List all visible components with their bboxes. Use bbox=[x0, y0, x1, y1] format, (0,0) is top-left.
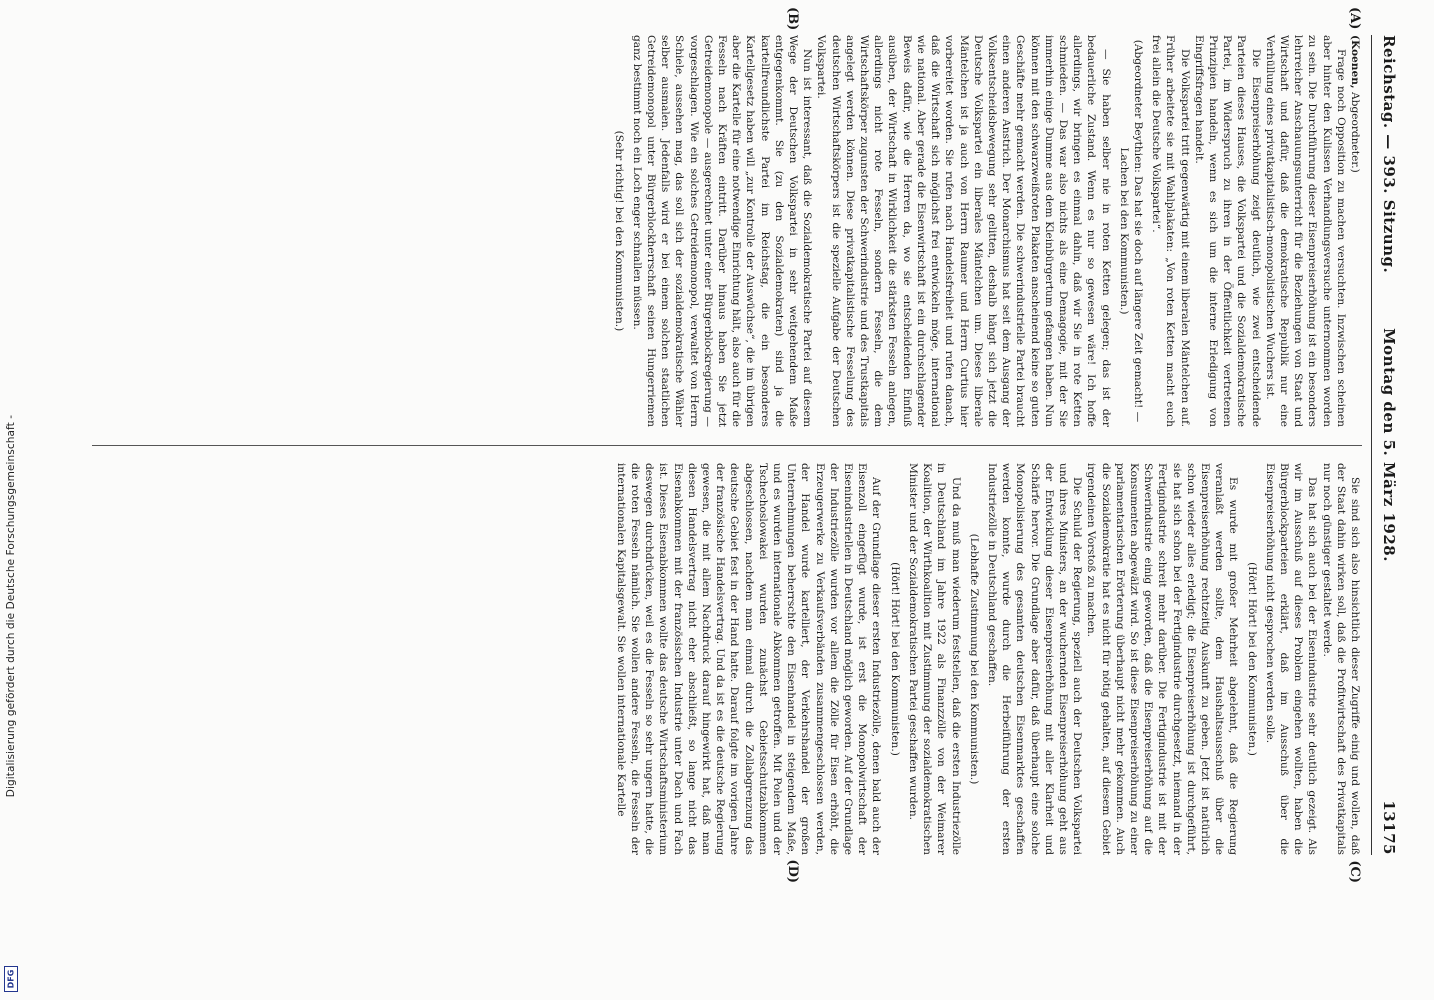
interjection: (Sehr richtig! bei den Kommunisten.) bbox=[612, 130, 625, 332]
paragraph: Nun ist interessant, daß die Sozialdemokratische Partei auf diesem Wege der Deutschen Volkspartei in sehr weitgehendem Maße entgegenkommt. Sie (zu den Sozialdemokraten) sind ja die kartellfreundlichste Partei im Reichstag, die ein besonderes Kartellgesetz haben will „zur Kontrolle der Auswüchse“, die im übrigen aber die Kartelle für eine notwendige Einrichtung hält, also auch für die Fesseln nach Kräften eintritt. Darüber hinaus haben Sie jetzt Getreidemonopole — ausgerechnet unter einer Bürgerblockregierung — vorgeschlagen. Wie ein solches Getreidemonopol, verwaltet von Herrn Schiele, aussehen mag, das soll sich der sozialdemokratische Wähler selber ausmalen. Jedenfalls wird er bei einem solchen staatlichen Getreidemonopol unter Bürgerblockherrschaft seinen Hungerriemen ganz bestimmt noch ein Loch enger schnallen müssen. bbox=[630, 35, 814, 427]
paragraph: — Sie haben selber nie in roten Ketten gelegen; das ist der bedauerliche Zustand. Wenn es nur so gewesen wäre! Ich hoffe allerdings, wir bringen es einmal dahin, daß wir Sie in rote Ketten schmieden. — Das war also nichts als eine Demagogie, mit der Sie immerhin einige Dumme aus dem Kleinbürgertum gefangen haben. Nun können mit den schwarzweißroten Plakaten anscheinend keine so guten Geschäfte mehr gemacht werden. Die schwerindustrielle Partei braucht einen anderen Anstrich. Der Monarchismus hat seit dem Ausgang der Volksentscheidsbewegung sehr gelitten, deshalb hängt sich jetzt die Deutsche Volkspartei ein liberales Mäntelchen um. Dieses liberale Mäntelchen ist ja auch von Herrn Raumer und Herrn Curtius hier vorbereitet worden. Sie rufen nach Handelsfreiheit und rufen danach, daß die Wirtschaft sich möglichst frei entwickeln möge, international wie national. Aber gerade die Eisenwirtschaft ist ein durchschlagender Beweis dafür, wie die Herren da, wo sie entscheidenden Einfluß ausüben, der Wirtschaft in Wirklichkeit die stärksten Fesseln anlegen, allerdings nicht rote Fesseln, sondern Fesseln, die dem Wirtschaftskörper zugunsten der Schwerindustrie und des Trustkapitals angelegt werden können. Diese privatkapitalistische Fesselung des deutschen Wirtschaftskörpers ist die spezielle Aufgabe der Deutschen Volkspartei. bbox=[815, 35, 1112, 427]
column-divider bbox=[92, 445, 1362, 446]
margin-marker-c: (C) bbox=[1347, 860, 1362, 883]
interjection: (Hört! Hört! bei den Kommunisten.) bbox=[1245, 562, 1258, 756]
margin-marker-d: (D) bbox=[785, 859, 800, 883]
document-page bbox=[60, 7, 1400, 883]
page-header bbox=[1371, 35, 1400, 855]
paragraph: Das hat sich auch bei der Eisenindustrie sehr deutlich gezeigt. Als wir im Ausschuß auf dieses Problem eingehen wollten, haben die Bürgerblockparteien erklärt, daß im Ausschuß über die Eisenpreiserhöhung nicht gesprochen werden solle. bbox=[1263, 463, 1319, 855]
paragraph: Die Eisenpreiserhöhung zeigt deutlich, wie zwei entscheidende Parteien dieses Hauses, die Volkspartei und die Sozialdemokratische Partei, im Widerspruch zu ihren in der Öffentlichkeit vertretenen Prinzipien handeln, wenn es sich um die interne Erledigung von Eingriffsfragen handelt. bbox=[1192, 35, 1262, 427]
header-center: Montag den 5. März 1928. bbox=[1380, 328, 1398, 562]
speaker-role: Abgeordneter.) bbox=[1349, 88, 1361, 173]
margin-marker-b: (B) bbox=[785, 7, 800, 31]
paragraph: Die Volkspartei tritt gegenwärtig mit einem liberalen Mäntelchen auf. Früher arbeitete sie mit Wahlplakaten: „Von roten Ketten macht euch frei allein die Deutsche Volkspartei“. bbox=[1150, 35, 1191, 427]
speaker-name: (Koenen, bbox=[1349, 35, 1361, 89]
header-left: Reichstag. — 393. Sitzung. bbox=[1380, 35, 1398, 274]
left-column bbox=[607, 35, 1362, 427]
interjection: (Abgeordneter Beythien: Das hat sie doch auf längere Zeit gemacht! — Lachen bei den Kommunisten.) bbox=[1117, 39, 1144, 423]
paragraph: Es wurde mit großer Mehrheit abgelehnt, daß die Regierung veranlaßt werden sollte, dem Haushaltsausschuß über die Eisenpreiserhöhung rechtzeitig Auskunft zu geben. Jetzt ist natürlich schon wieder alles erledigt; die Eisenpreiserhöhung ist durchgeführt, sie hat sich schon bei der Fertigindustrie durchgesetzt, niemand in der Fertigindustrie schreit mehr darüber. Die Fertigindustrie ist mit der Schwerindustrie einig geworden, daß die Eisenpreiserhöhung auf die Konsumenten abgewälzt wird. So ist diese Eisenpreiserhöhung zu einer parlamentarischen Erörterung überhaupt nicht mehr gekommen. Auch die Sozialdemokratie hat es nicht für nötig gehalten, auf diesem Gebiet irgendeinen Vorstoß zu machen. bbox=[1085, 463, 1240, 855]
footer-credit: Digitalisierung gefördert durch die Deutsche Forschungsgemeinschaft - bbox=[5, 414, 17, 798]
dfg-logo-text: DFG bbox=[6, 969, 16, 989]
footer-strip bbox=[0, 0, 22, 1000]
page-number: 13175 bbox=[1380, 800, 1398, 855]
interjection: (Hört! Hört! bei den Kommunisten.) bbox=[888, 562, 901, 756]
right-column bbox=[614, 463, 1362, 855]
paragraph: Sie sind sich also hinsichtlich dieser Zugriffe einig und wollen, daß der Staat dahin wirken soll, daß die Profitwirtschaft des Privatkapitals nur noch günstiger gestaltet werde. bbox=[1320, 463, 1361, 855]
paragraph: Frage noch Opposition zu machen versuchten. Inzwischen scheinen aber hinter den Kulissen Verhandlungsversuche unternommen worden zu sein. Die Durchführung dieser Eisenpreiserhöhung ist ein besonders lehrreicher Anschauungsunterricht für die Beziehungen von Staat und Wirtschaft und dafür, daß die demokratische Republik nur eine Verhüllung eines privatkapitalistisch-monopolistischen Wuchers ist. bbox=[1263, 35, 1347, 427]
interjection: (Lebhafte Zustimmung bei den Kommunisten.) bbox=[967, 533, 980, 785]
dfg-logo bbox=[4, 966, 18, 992]
speaker-line bbox=[1348, 35, 1362, 427]
paragraph: Und da muß man wiederum feststellen, daß die ersten Industriezölle in Deutschland im Jahre 1922 als Finanzzölle von der Weimarer Koalition, der Wirthkoalition mit Zustimmung der sozialdemokratischen Minister und der Sozialdemokratischen Partei geschaffen wurden. bbox=[906, 463, 962, 855]
paragraph: Auf der Grundlage dieser ersten Industriezölle, denen bald auch der Eisenzoll eingefügt wurde, ist erst die Monopolwirtschaft der Eisenindustriellen in Deutschland möglich geworden. Auf der Grundlage der Industriezölle wurden vor allem die Zölle für Eisen erhöht, die Erzeugerwerke zu Verkaufsverbänden zusammengeschlossen werden, der Handel wurde kartelliert, der Verkehrshandel der großen Unternehmungen beherrschte den Eisenhandel in steigendem Maße, und es wurden internationale Abkommen getroffen. Mit Polen und der Tschechoslowakei wurden zunächst Gebietsschutzabkommen abgeschlossen, nachdem man einmal durch die Zollabgrenzung das deutsche Gebiet fest in der Hand hatte. Darauf folgte im vorigen Jahre der französische Handelsvertrag. Und da ist es die deutsche Regierung gewesen, die mit allem Nachdruck darauf hingewirkt hat, daß man diesen Handelsvertrag nicht eher abschließt, so lange nicht das Eisenabkommen mit der französischen Industrie unter Dach und Fach ist. Dieses Eisenabkommen wollte das deutsche Wirtschaftsministerium deswegen durchdrücken, weil es die Fesseln so sehr ungern hatte, die die roten Fesseln nämlich. Sie wollen andere Fesseln, die Fesseln der internationalen Kapitalsgewalt. Sie wollen internationale Kartelle bbox=[614, 463, 883, 855]
margin-marker-a: (A) bbox=[1347, 7, 1362, 30]
paragraph: Die Schuld der Regierung, speziell auch der Deutschen Volkspartei und ihres Ministers, an der wuchernden Eisenpreiserhöhung geht aus der Entwicklung dieser Eisenpreiserhöhung mit aller Klarheit und Schärfe hervor. Die Grundlage aber dafür, daß überhaupt eine solche Monopolisierung des gesamten deutschen Eisenmarktes geschaffen werden konnte, wurde durch die Herbeiführung der ersten Industriezölle in Deutschland geschaffen. bbox=[985, 463, 1084, 855]
